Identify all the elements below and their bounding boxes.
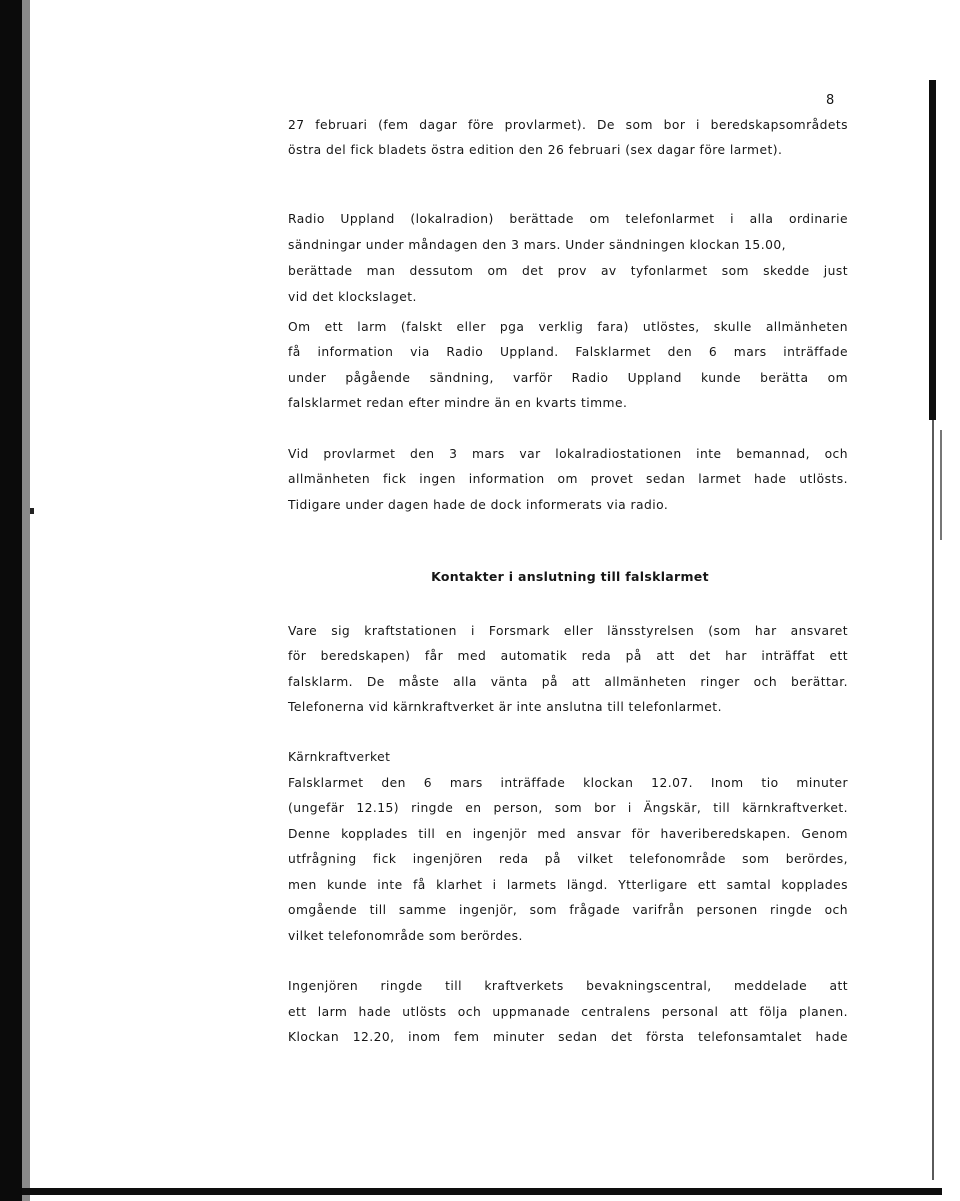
text-line: för beredskapen) får med automatik reda på att det har inträffat ett: [288, 649, 848, 663]
text-line: vilket telefonområde som berördes.: [288, 929, 523, 943]
text-line: Radio Uppland (lokalradion) berättade om telefonlarmet i alla ordinarie: [288, 212, 848, 226]
text-line: Vare sig kraftstationen i Forsmark eller länsstyrelsen (som har ansvaret: [288, 624, 848, 638]
text-line: Klockan 12.20, inom fem minuter sedan det första telefonsamtalet hade: [288, 1030, 848, 1044]
text-line: Telefonerna vid kärnkraftverket är inte anslutna till telefonlarmet.: [288, 700, 722, 714]
text-line: falsklarm. De måste alla vänta på att allmänheten ringer och berättar.: [288, 675, 848, 689]
text-line: omgående till samme ingenjör, som frågade varifrån personen ringde och: [288, 903, 848, 917]
text-line: östra del fick bladets östra edition den 26 februari (sex dagar före larmet).: [288, 143, 783, 157]
text-line: Tidigare under dagen hade de dock informerats via radio.: [288, 498, 669, 512]
text-line: Ingenjören ringde till kraftverkets bevakningscentral, meddelade att: [288, 979, 848, 993]
text-line: 27 februari (fem dagar före provlarmet). De som bor i beredskapsområdets: [288, 118, 848, 132]
page-number: 8: [826, 93, 836, 108]
scan-right-edge: [929, 80, 936, 420]
scan-right-edge-line: [932, 420, 934, 1180]
text-line: berättade man dessutom om det prov av tyfonlarmet som skedde just: [288, 264, 848, 278]
text-line: Falsklarmet den 6 mars inträffade klockan 12.07. Inom tio minuter: [288, 776, 848, 790]
text-line: Vid provlarmet den 3 mars var lokalradiostationen inte bemannad, och: [288, 447, 848, 461]
subsection-heading: Kärnkraftverket: [288, 750, 391, 764]
text-line: under pågående sändning, varför Radio Uppland kunde berätta om: [288, 371, 848, 385]
text-line: få information via Radio Uppland. Falsklarmet den 6 mars inträffade: [288, 345, 848, 359]
text-line: ett larm hade utlösts och uppmanade centralens personal att följa planen.: [288, 1005, 848, 1019]
text-line: utfrågning fick ingenjören reda på vilket telefonområde som berördes,: [288, 852, 848, 866]
text-line: (ungefär 12.15) ringde en person, som bor i Ängskär, till kärnkraftverket.: [288, 801, 848, 815]
scan-left-mark: [30, 508, 34, 514]
scan-binding-edge: [22, 0, 30, 1201]
scan-bottom-edge: [22, 1188, 942, 1195]
text-line: allmänheten fick ingen information om provet sedan larmet hade utlösts.: [288, 472, 848, 486]
text-line: sändningar under måndagen den 3 mars. Under sändningen klockan 15.00,: [288, 238, 786, 252]
scan-margin-mark: [940, 430, 942, 540]
text-line: falsklarmet redan efter mindre än en kvarts timme.: [288, 396, 628, 410]
scan-binding-shadow: [0, 0, 22, 1201]
text-line: Om ett larm (falskt eller pga verklig fara) utlöstes, skulle allmänheten: [288, 320, 848, 334]
text-line: vid det klockslaget.: [288, 290, 417, 304]
section-heading: Kontakter i anslutning till falsklarmet: [431, 569, 709, 584]
text-line: Denne kopplades till en ingenjör med ansvar för haveriberedskapen. Genom: [288, 827, 848, 841]
text-line: men kunde inte få klarhet i larmets längd. Ytterligare ett samtal kopplades: [288, 878, 848, 892]
